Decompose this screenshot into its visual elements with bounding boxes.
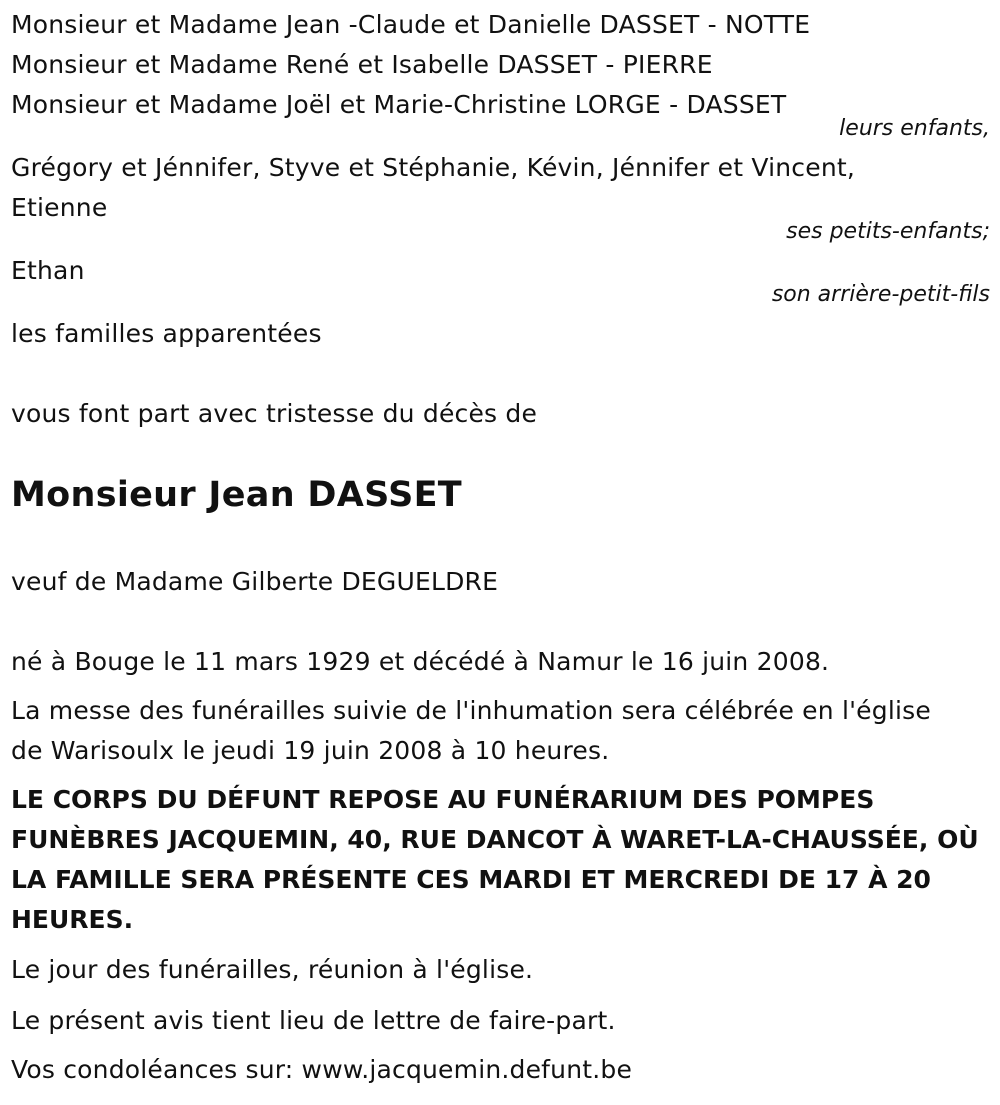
announcement-line: vous font part avec tristesse du décès de xyxy=(11,399,538,428)
great-grandchild-line: Ethan xyxy=(11,256,85,285)
child-family-line: Monsieur et Madame Jean -Claude et Danielle DASSET - NOTTE xyxy=(11,10,811,39)
grandchildren-line: Grégory et Jénnifer, Styve et Stéphanie, Kévin, Jénnifer et Vincent, xyxy=(11,153,856,182)
funeral-line: La messe des funérailles suivie de l'inhumation sera célébrée en l'église xyxy=(11,696,931,725)
child-family-line: Monsieur et Madame René et Isabelle DASSET - PIERRE xyxy=(11,50,713,79)
viewing-line: LA FAMILLE SERA PRÉSENTE CES MARDI ET MERCREDI DE 17 À 20 xyxy=(11,865,931,894)
grandchildren-line: Etienne xyxy=(11,193,108,222)
viewing-paragraph xyxy=(11,780,986,940)
viewing-line: FUNÈBRES JACQUEMIN, 40, RUE DANCOT À WARET-LA-CHAUSSÉE, OÙ xyxy=(11,825,979,854)
meeting-line: Le jour des funérailles, réunion à l'église. xyxy=(11,955,534,984)
funeral-line: de Warisoulx le jeudi 19 juin 2008 à 10 heures. xyxy=(11,736,610,765)
birth-death-line: né à Bouge le 11 mars 1929 et décédé à Namur le 16 juin 2008. xyxy=(11,647,830,676)
widower-line: veuf de Madame Gilberte DEGUELDRE xyxy=(11,567,499,596)
viewing-line: HEURES. xyxy=(11,905,134,934)
children-role-label: leurs enfants, xyxy=(839,116,990,141)
child-family-line: Monsieur et Madame Joël et Marie-Christine LORGE - DASSET xyxy=(11,90,787,119)
notice-line: Le présent avis tient lieu de lettre de faire-part. xyxy=(11,1006,616,1035)
great-grandchild-role-label: son arrière-petit-fils xyxy=(771,282,990,307)
related-families-line: les familles apparentées xyxy=(11,319,322,348)
viewing-line: LE CORPS DU DÉFUNT REPOSE AU FUNÉRARIUM DES POMPES xyxy=(11,785,875,814)
condolences-line: Vos condoléances sur: www.jacquemin.defunt.be xyxy=(11,1055,633,1084)
deceased-name-heading: Monsieur Jean DASSET xyxy=(11,475,462,515)
grandchildren-role-label: ses petits-enfants; xyxy=(786,219,990,244)
